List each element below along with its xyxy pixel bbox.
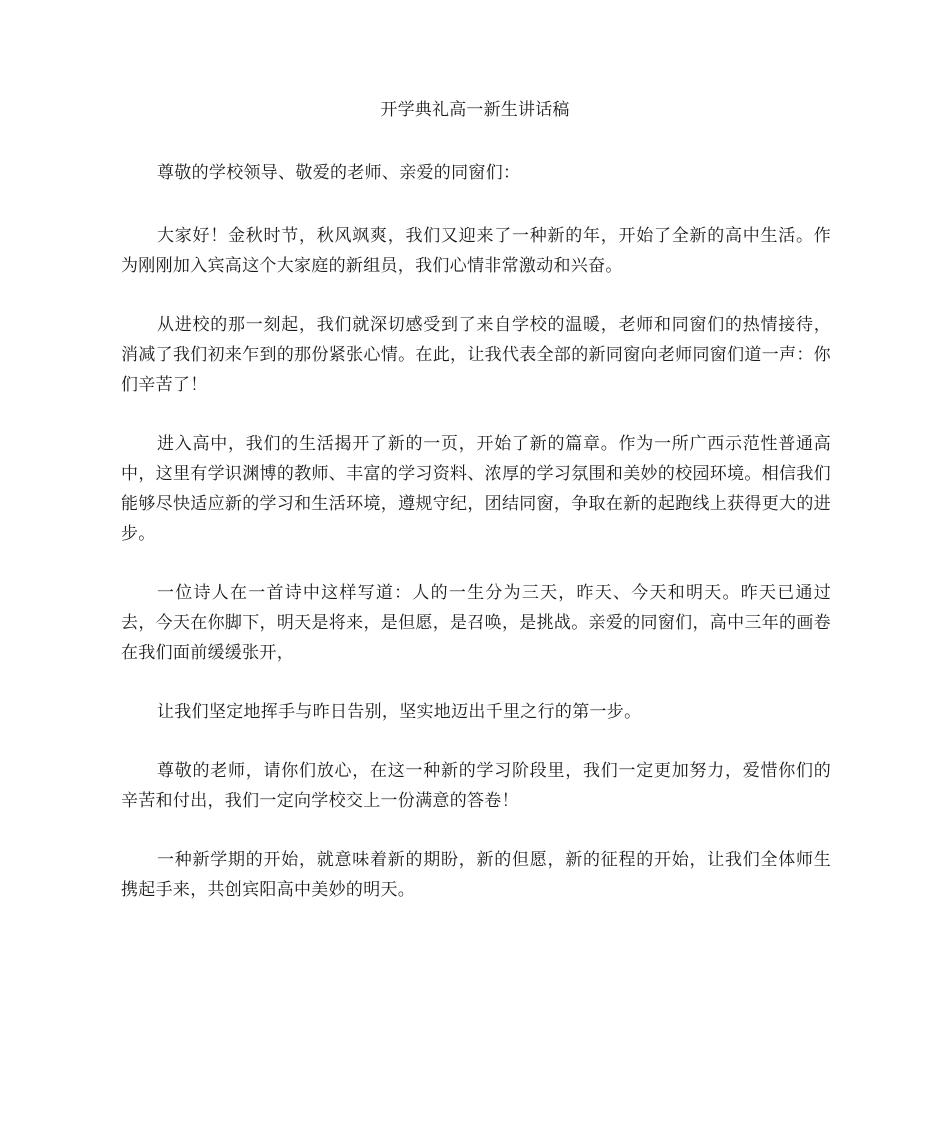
document-title: 开学典礼高一新生讲话稿	[380, 100, 570, 120]
paragraph-poem: 一位诗人在一首诗中这样写道：人的一生分为三天，昨天、今天和明天。昨天已通过去，今天在你脚下，明天是将来，是但愿，是召唤，是挑战。亲爱的同窗们，高中三年的画卷在我们面前缓缓张开，	[121, 583, 831, 663]
paragraph-closing: 一种新学期的开始，就意味着新的期盼，新的但愿，新的征程的开始，让我们全体师生携起手来，共创宾阳高中美妙的明天。	[121, 850, 831, 900]
paragraph-farewell: 让我们坚定地挥手与昨日告别，坚实地迈出千里之行的第一步。	[157, 702, 642, 722]
document-body	[121, 158, 831, 934]
paragraph-first-impression: 从进校的那一刻起，我们就深切感受到了来自学校的温暖，老师和同窗们的热情接待，消减了我们初来乍到的那份紧张心情。在此，让我代表全部的新同窗向老师同窗们道一声：你们辛苦了！	[121, 315, 831, 395]
paragraph-salutation: 尊敬的学校领导、敬爱的老师、亲爱的同窗们：	[157, 163, 521, 183]
paragraph-school-intro: 进入高中，我们的生活揭开了新的一页，开始了新的篇章。作为一所广西示范性普通高中，这里有学识渊博的教师、丰富的学习资料、浓厚的学习氛围和美妙的校园环境。相信我们能够尽快适应新的学习和生活环境，遵规守纪，团结同窗，争取在新的起跑线上获得更大的进步。	[121, 434, 831, 544]
paragraph-greeting: 大家好！金秋时节，秋风飒爽，我们又迎来了一种新的年，开始了全新的高中生活。作为刚刚加入宾高这个大家庭的新组员，我们心情非常激动和兴奋。	[121, 226, 831, 276]
paragraph-promise: 尊敬的老师，请你们放心，在这一种新的学习阶段里，我们一定更加努力，爱惜你们的辛苦和付出，我们一定向学校交上一份满意的答卷！	[121, 761, 831, 811]
